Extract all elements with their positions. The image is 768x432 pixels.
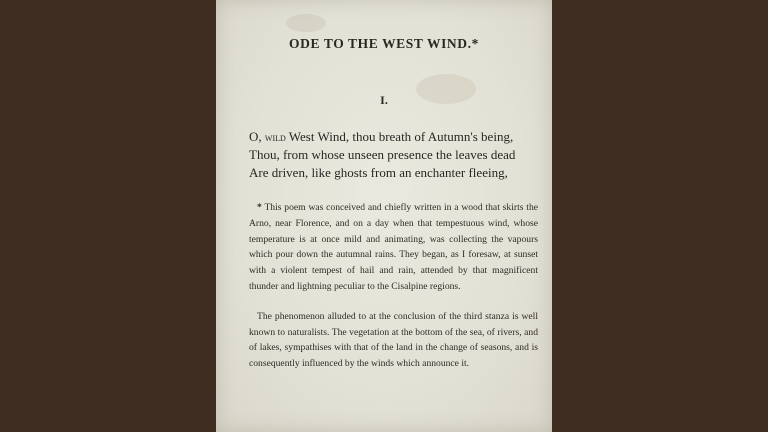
- poem-title: ODE TO THE WEST WIND.*: [289, 36, 479, 51]
- stanza-number: I.: [380, 93, 388, 107]
- verse-line-1-rest: West Wind, thou breath of Autumn's being,: [285, 129, 514, 144]
- verse-line-3: Are driven, like ghosts from an enchanter fleeing,: [249, 165, 508, 180]
- verse-line-1-start: O,: [249, 129, 265, 144]
- verse-block: [249, 128, 539, 182]
- verse-line-1: [249, 128, 539, 146]
- verse-line-1-smallcaps: wild: [264, 130, 286, 144]
- footnote-paragraph-1-text: This poem was conceived and chiefly written in a wood that skirts the Arno, near Florence, and on a day when that tempestuous wind, whose temperature is at once mild and animating, was collecting the vapours which pour down the autumnal rains. They began, as I foresaw, at sunset with a violent tempest of hail and rain, attended by that magnificent thunder and lightning peculiar to the Cisalpine regions.: [249, 202, 538, 292]
- footnote-marker: *: [257, 202, 262, 213]
- verse-line-2: Thou, from whose unseen presence the leaves dead: [249, 147, 516, 162]
- book-page: [216, 0, 552, 432]
- paper-stain: [286, 14, 326, 32]
- footnote-paragraph-1: [249, 200, 538, 295]
- footnote-paragraph-2: The phenomenon alluded to at the conclusion of the third stanza is well known to naturalists. The vegetation at the bottom of the sea, of rivers, and of lakes, sympathises with that of the land in the change of seasons, and is consequently influenced by the winds which announce it.: [249, 310, 538, 370]
- footnote: [249, 200, 538, 372]
